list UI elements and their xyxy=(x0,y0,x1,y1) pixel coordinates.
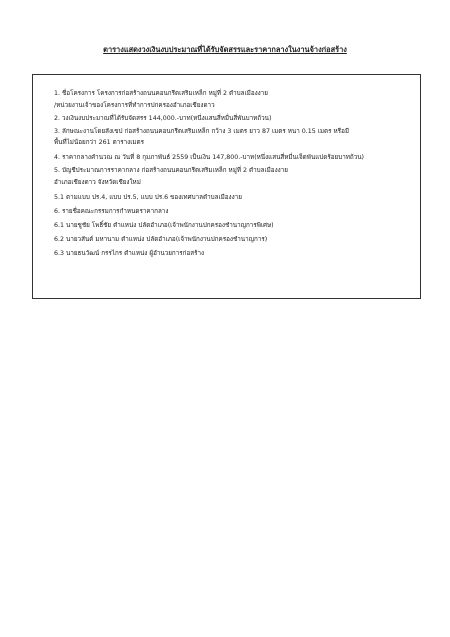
item-1-owner-agency: /หน่วยงานเจ้าของโครงการที่ทำการปกครองอำเภอเชียงดาว xyxy=(54,102,215,109)
item-1-project-name: 1. ชื่อโครงการ โครงการก่อสร้างถนนคอนกรีตเสริมเหล็ก หมู่ที่ 2 ตำบลเมืองงาย xyxy=(54,90,268,97)
item-6-committee-heading: 6. รายชื่อคณะกรรมการกำหนดราคากลาง xyxy=(54,208,169,215)
item-6-1-committee-member: 6.1 นายชูชัย โพธิ์ชัย ตำแหน่ง ปลัดอำเภอ(เจ้าพนักงานปกครองชำนาญการพิเศษ) xyxy=(54,222,274,229)
item-3-work-description: 3. ลักษณะงานโดยสังเขป ก่อสร้างถนนคอนกรีตเสริมเหล็ก กว้าง 3 เมตร ยาว 87 เมตร หนา 0.15 เมตร หรือมี xyxy=(54,128,349,135)
item-5-1-forms: 5.1 ตามแบบ ปร.4, แบบ ปร.5, แบบ ปร.6 ของเทศบาลตำบลเมืองงาย xyxy=(54,194,242,201)
item-4-median-price: 4. ราคากลางคำนวณ ณ วันที่ 8 กุมภาพันธ์ 2559 เป็นเงิน 147,800.-บาท(หนึ่งแสนสี่หมื่นเจ็ดพันแปดร้อยบาทถ้วน) xyxy=(54,154,365,161)
item-5-location: อำเภอเชียงดาว จังหวัดเชียงใหม่ xyxy=(54,179,141,186)
item-2-budget: 2. วงเงินงบประมาณที่ได้รับจัดสรร 144,000.-บาท(หนึ่งแสนสี่หมื่นสี่พันบาทถ้วน) xyxy=(54,115,272,122)
item-5-estimate: 5. บัญชีประมาณการราคากลาง ก่อสร้างถนนคอนกรีตเสริมเหล็ก หมู่ที่ 2 ตำบลเมืองงาย xyxy=(54,167,288,174)
item-3-area: พื้นที่ไม่น้อยกว่า 261 ตารางเมตร xyxy=(54,139,144,146)
document-title: ตารางแสดงวงเงินงบประมาณที่ได้รับจัดสรรและราคากลางในงานจ้างก่อสร้าง xyxy=(103,45,347,54)
item-6-2-committee-member: 6.2 นายวสันต์ มหานาม ตำแหน่ง ปลัดอำเภอ(เจ้าพนักงานปกครองชำนาญการ) xyxy=(54,236,268,243)
item-6-3-committee-member: 6.3 นายธนวัฒน์ กรรไกร ตำแหน่ง ผู้อำนวยการก่อสร้าง xyxy=(54,250,205,257)
